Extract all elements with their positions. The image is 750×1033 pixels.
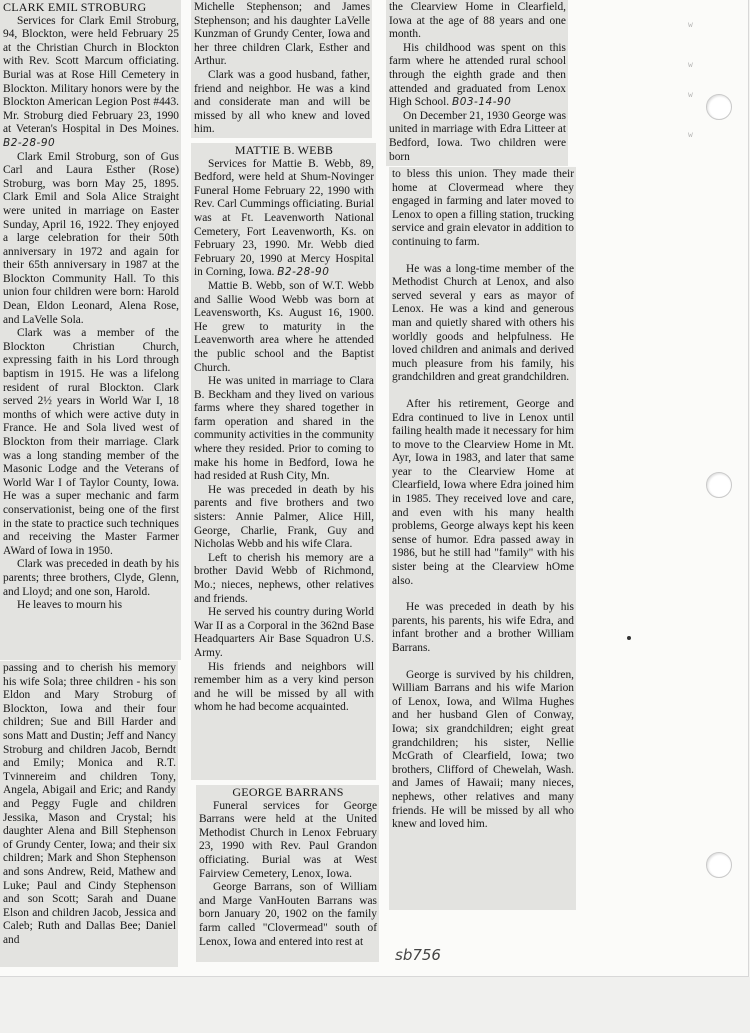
binder-hole-top <box>706 94 732 120</box>
obituary-paragraph: Clark Emil Stroburg, son of Gus Carl and Laura Esther (Rose) Stroburg, was born May 25, 1895. Clark Emil and Sola Alice Straight were united in marriage on Easter Sunday, April 16, 1922. They enjoyed a large celebration for their 50th anniversary in 1972 and again for their 65th anniversary in 1987 at the Blockton Community Hall. To this union four children were born: Harold Dean, Eldon Leonard, Alena Rose, and LaVelle Sola. <box>3 150 179 326</box>
scan-margin <box>0 977 750 1033</box>
scrapbook-page-number: sb756 <box>395 946 441 964</box>
obituary-paragraph: On December 21, 1930 George was united in marriage with Edra Litteer at Bedford, Iowa. Two children were born <box>389 109 567 163</box>
obituary-paragraph: He leaves to mourn his <box>17 599 123 612</box>
obituary-stroburg-part2 <box>0 661 178 967</box>
ink-dot <box>627 636 631 640</box>
obituary-paragraph: He was preceded in death by his parents, his parents, his wife Edra, and infant brother and a brother William Barrans. <box>392 601 574 654</box>
binder-hole-middle <box>706 472 732 498</box>
date-stamp: B2-28-90 <box>3 136 56 149</box>
obituary-stroburg-part1 <box>0 0 181 660</box>
obituary-paragraph: After his retirement, George and Edra continued to live in Lenox until failing health made it necessary for him to move to the Clearview Home in Mt. Ayr, Iowa in 1983, and later that same year to the Clearview Home at Clearfield, Iowa where Edra joined him in 1985. They received love and care, and even with his many health problems, George always kept his keen sense of humor. Edra passed away in 1986, but he still had "family" with his sister being at the Clearview hOme also. <box>392 397 574 587</box>
obituary-paragraph: He was preceded in death by his parents and five brothers and two sisters: Annie Palmer, Alice Hill, George, Charlie, Frank, Guy and Nicholas Webb and his wife Clara. <box>194 483 374 551</box>
obituary-paragraph: George is survived by his children, William Barrans and his wife Marion of Lenox, Iowa, and Wilma Hughes and her husband Glen of Conway, Iowa; six grandchildren; eight great grandchildren; his sister, Nellie McGrath of Clearfield, Iowa; two brothers, Clifford of Chewelah, Wash. and James of Hawaii; many nieces, nephews, other relatives and many friends. He will be missed by all who knew and loved him. <box>392 668 574 831</box>
bleed-through-text: w w w w <box>688 20 693 139</box>
obituary-barrans-part1 <box>196 785 379 962</box>
obituary-paragraph: He was united in marriage to Clara B. Beckham and they lived on various farms where they shared together in farm operation and shared in the community activities in the community where they resided. Prior to coming to make his home in Bedford, Iowa he had resided at Rush City, Mn. <box>194 375 374 483</box>
obituary-paragraph: Services for Mattie B. Webb, 89, Bedford, were held at Shum-Novinger Funeral Home February 22, 1990 with Rev. Carl Cummings officiating. Burial was at Ft. Leavenworth National Cemetery, Fort Leavenworth, Ks. on February 23, 1990. Mr. Webb died February 20, 1990 at Mercy Hospital in Corning, Iowa. B2-28-90 <box>194 157 375 279</box>
obituary-paragraph: Michelle Stephenson; and James Stephenson; and his daughter LaVelle Kunzman of Grundy Center, Iowa and her three children Clark, Esther and Arthur. <box>194 1 370 68</box>
obituary-paragraph: He was a long-time member of the Methodist Church at Lenox, and also served several y ears as mayor of Lenox. He was a kind and generous man and quietly shared with others his worldly goods and helpfulness. He loved children and animals and derived much pleasure from his family, his grandchildren and great grandchildren. <box>392 262 574 384</box>
obituary-paragraph: George Barrans, son of William and Marge VanHouten Barrans was born January 20, 1902 on the family farm called "Clovermead" south of Lenox, Iowa and entered into rest at <box>199 881 377 948</box>
obituary-webb <box>191 143 376 780</box>
obituary-paragraph: He served his country during World War II as a Corporal in the 362nd Base Headquarters Air Base Squadron U.S. Army. <box>194 606 374 659</box>
obituary-barrans-part2 <box>386 0 568 166</box>
bleed-through-text <box>600 160 605 170</box>
binder-hole-bottom <box>706 852 732 878</box>
obituary-barrans-part3 <box>389 167 576 910</box>
date-stamp: B2-28-90 <box>277 266 330 279</box>
obituary-heading: GEORGE BARRANS <box>232 785 344 799</box>
obituary-paragraph: Clark was a good husband, father, friend and neighbor. He was a kind and considerate man and will be missed by all who knew and loved him. <box>194 68 370 136</box>
obituary-paragraph: Clark was a member of the Blockton Christian Church, expressing faith in his Lord through baptism in 1915. He was a lifelong resident of rural Blockton. Clark served 2½ years in World War I, 18 months of which were active duty in France. He and Sola lived west of Blockton from their marriage. Clark was a long standing member of the Masonic Lodge and the Veterans of World War I of Taylor County, Iowa. He was a super mechanic and farm conservationist, being one of the first in the state to practice such techniques and receiving the Master Farmer AWard of Iowa in 1950. <box>3 327 179 557</box>
obituary-paragraph: Mattie B. Webb, son of W.T. Webb and Sallie Wood Webb was born at Leavensworth, Ks. August 16, 1900. He grew to maturity in the Leavenworth area where he attended the public school and the Baptist Church. <box>194 279 374 374</box>
obituary-paragraph: His childhood was spent on this farm where he attended rural school through the eighth grade and then attended and graduated from Lenox High School. B03-14-90 <box>389 41 566 109</box>
obituary-paragraph: Clark was preceded in death by his parents; three brothers, Clyde, Glenn, and Lloyd; and one son, Harold. <box>3 558 179 598</box>
obituary-paragraph: Left to cherish his memory are a brother David Webb of Richmond, Mo.; nieces, nephews, other relatives and friends. <box>194 551 374 605</box>
date-stamp: B03-14-90 <box>451 96 512 109</box>
obituary-paragraph: passing and to cherish his memory his wife Sola; three children - his son Eldon and Mary Stroburg of Blockton, Iowa and their four children; Sue and Bill Harder and sons Matt and Dustin; Jeff and Nancy Stroburg and children Jacob, Berndt and Emily; Monica and R.T. Tvinnereim and children Tony, Angela, Abigail and Eric; and Randy and Peggy Fugle and children Jessika, Mason and Crystal; his daughter Alena and Bill Stephenson of Grundy Center, Iowa; and their six children; Mark and Shon Stephenson and sons Andrew, Reid, Mathew and Luke; Paul and Cindy Stephenson and son Scott; Sarah and Duane Elson and children Jacob, Jessica and Caleb; Ruth and Dallas Bee; Daniel and <box>3 662 176 946</box>
obituary-heading: MATTIE B. WEBB <box>234 143 334 157</box>
obituary-paragraph: Funeral services for George Barrans were held at the United Methodist Church in Lenox February 23, 1990 with Rev. Paul Grandon officiating. Burial was at West Fairview Cemetery, Lenox, Iowa. <box>199 799 377 880</box>
obituary-paragraph: the Clearview Home in Clearfield, Iowa at the age of 88 years and one month. <box>389 1 566 41</box>
obituary-paragraph: to bless this union. They made their home at Clovermead where they engaged in farming and later moved to Lenox to open a filling station, trucking service and grain elevator in addition to continuing to farm. <box>392 168 574 248</box>
obituary-paragraph: His friends and neighbors will remember him as a very kind person and he will be missed by all with whom he had become acquainted. <box>194 660 374 714</box>
obituary-paragraph: Services for Clark Emil Stroburg, 94, Blockton, were held February 25 at the Christian Church in Blockton with Rev. Scott Marcum officiating. Burial was at Rose Hill Cemetery in Blockton. Military honors were by the Blockton American Legion Post #443. Mr. Stroburg died February 23, 1990 at Veteran's Hospital in Des Moines. B2-28-90 <box>3 14 179 149</box>
obituary-stroburg-part3 <box>191 0 372 138</box>
obituary-heading: CLARK EMIL STROBURG <box>3 0 147 14</box>
